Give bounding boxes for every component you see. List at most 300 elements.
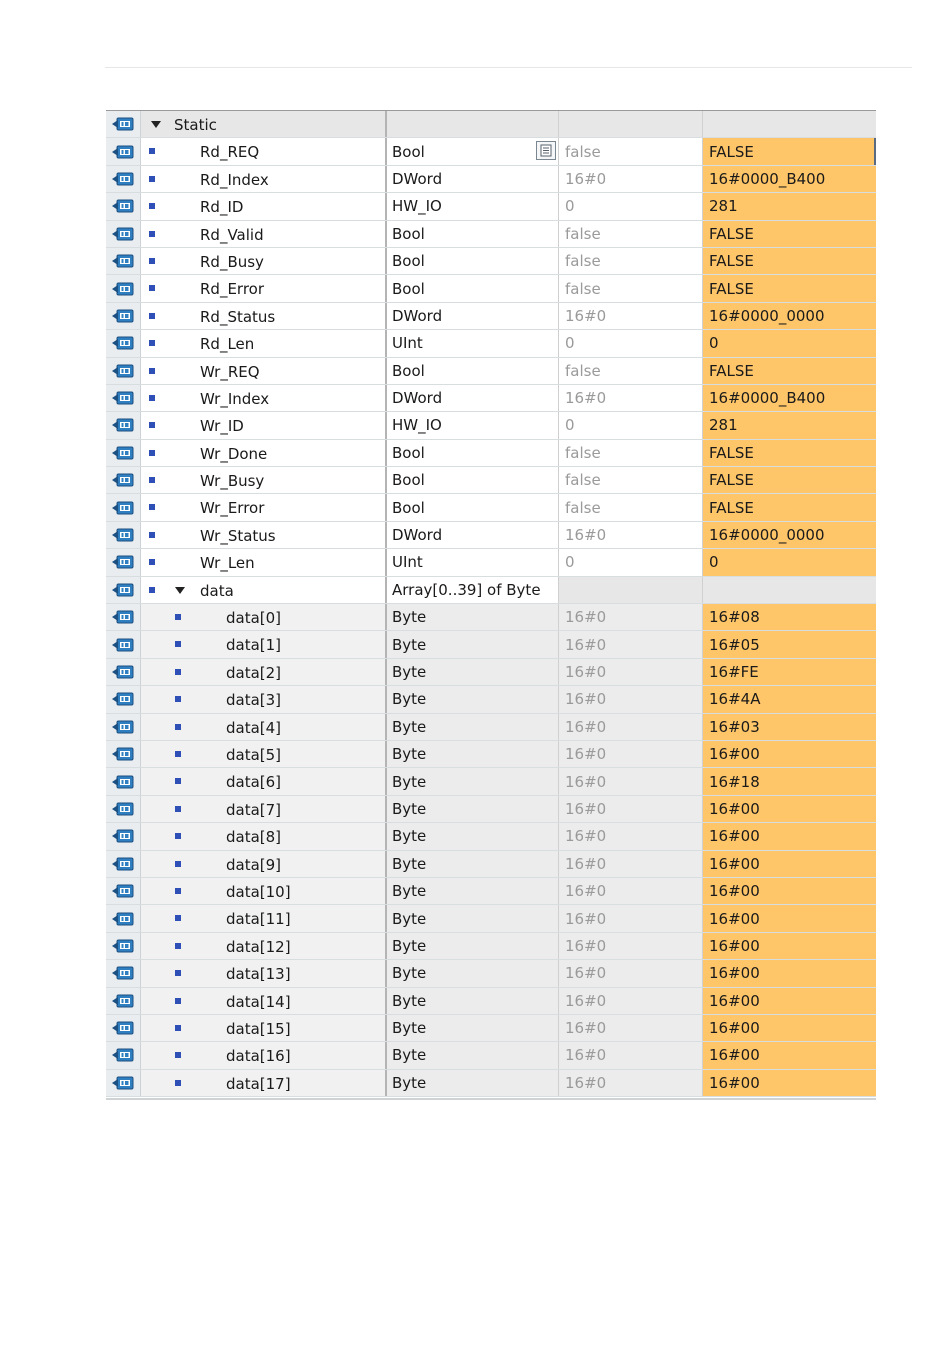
table-row[interactable] (106, 878, 876, 905)
row-icon-cell (106, 741, 141, 767)
table-row[interactable] (106, 166, 876, 193)
row-start: 0 (565, 553, 575, 572)
interface-tag-icon (112, 336, 134, 350)
member-bullet-icon (175, 778, 181, 784)
row-monitor: FALSE (709, 361, 754, 380)
row-name: Rd_REQ (200, 143, 260, 162)
row-icon-cell (106, 138, 141, 164)
name-cell[interactable] (141, 138, 387, 164)
name-cell[interactable] (141, 686, 387, 712)
interface-tag-icon (112, 501, 134, 515)
data-type-cell[interactable] (387, 549, 559, 575)
data-type-cell[interactable] (387, 768, 559, 794)
data-type-cell[interactable] (387, 905, 559, 931)
monitor-value-cell[interactable] (703, 768, 876, 794)
member-bullet-icon (149, 422, 155, 428)
row-start: false (565, 142, 601, 161)
data-type-cell[interactable] (387, 604, 559, 630)
data-type-cell[interactable] (387, 412, 559, 438)
name-cell[interactable] (141, 166, 387, 192)
name-cell[interactable] (141, 714, 387, 740)
name-cell[interactable] (141, 467, 387, 493)
row-icon-cell (106, 631, 141, 657)
interface-tag-icon (112, 391, 134, 405)
data-type-cell[interactable] (387, 1015, 559, 1041)
data-type-cell[interactable] (387, 138, 559, 164)
interface-tag-icon (112, 418, 134, 432)
table-row[interactable] (106, 851, 876, 878)
row-monitor: FALSE (709, 443, 754, 462)
monitor-value-cell[interactable] (703, 741, 876, 767)
monitor-value-cell[interactable] (703, 303, 876, 329)
member-bullet-icon (175, 806, 181, 812)
table-row[interactable] (106, 686, 876, 713)
table-row[interactable] (106, 275, 876, 302)
name-cell[interactable] (141, 275, 387, 301)
row-monitor: 16#00 (709, 1019, 760, 1038)
start-value-cell[interactable] (559, 714, 703, 740)
start-value-cell[interactable] (559, 467, 703, 493)
monitor-value-cell[interactable] (703, 988, 876, 1014)
name-cell[interactable] (141, 604, 387, 630)
monitor-value-cell[interactable] (703, 604, 876, 630)
row-name: data[9] (226, 855, 282, 874)
name-cell[interactable] (141, 878, 387, 904)
row-start: 16#0 (565, 1019, 607, 1038)
row-monitor: 16#00 (709, 1046, 760, 1065)
data-type-cell[interactable] (387, 659, 559, 685)
row-monitor: 16#05 (709, 635, 760, 654)
monitor-value-cell[interactable] (703, 111, 876, 137)
row-name: data[11] (226, 910, 291, 929)
table-row[interactable] (106, 768, 876, 795)
interface-tag-icon (112, 638, 134, 652)
member-bullet-icon (149, 450, 155, 456)
monitor-value-cell[interactable] (703, 1015, 876, 1041)
name-cell[interactable] (141, 659, 387, 685)
data-type-cell[interactable] (387, 330, 559, 356)
interface-tag-icon (112, 692, 134, 706)
row-start: 16#0 (565, 799, 607, 818)
row-monitor: 16#18 (709, 772, 760, 791)
row-name: Rd_Busy (200, 252, 264, 271)
member-bullet-icon (175, 970, 181, 976)
row-monitor: 16#00 (709, 909, 760, 928)
data-type-cell[interactable] (387, 494, 559, 520)
name-cell[interactable] (141, 1070, 387, 1096)
start-value-cell[interactable] (559, 138, 703, 164)
start-value-cell[interactable] (559, 494, 703, 520)
name-cell[interactable] (141, 549, 387, 575)
data-type-cell[interactable] (387, 1070, 559, 1096)
table-row[interactable] (106, 549, 876, 576)
name-cell[interactable] (141, 358, 387, 384)
name-cell[interactable] (141, 741, 387, 767)
selected-cell-edge (874, 138, 876, 164)
expand-triangle-icon[interactable] (151, 121, 161, 128)
data-type-cell[interactable] (387, 275, 559, 301)
table-row[interactable] (106, 138, 876, 165)
start-value-cell[interactable] (559, 686, 703, 712)
row-name: data[16] (226, 1047, 291, 1066)
row-start: 16#0 (565, 745, 607, 764)
start-value-cell[interactable] (559, 522, 703, 548)
table-row[interactable] (106, 933, 876, 960)
interface-tag-icon (112, 254, 134, 268)
table-row[interactable] (106, 988, 876, 1015)
monitor-value-cell[interactable] (703, 796, 876, 822)
table-row[interactable] (106, 522, 876, 549)
interface-tag-icon (112, 1076, 134, 1090)
table-row[interactable] (106, 1070, 876, 1097)
name-cell[interactable] (141, 768, 387, 794)
monitor-value-cell[interactable] (703, 275, 876, 301)
row-name: data[3] (226, 691, 282, 710)
name-cell[interactable] (141, 631, 387, 657)
start-value-cell[interactable] (559, 905, 703, 931)
row-name: data[6] (226, 773, 282, 792)
interface-tag-icon (112, 1048, 134, 1062)
row-icon-cell (106, 193, 141, 219)
row-monitor: 16#0000_0000 (709, 306, 825, 325)
start-value-cell[interactable] (559, 878, 703, 904)
interface-tag-icon (112, 555, 134, 569)
name-cell[interactable] (141, 1042, 387, 1068)
name-cell[interactable] (141, 988, 387, 1014)
row-icon-cell (106, 577, 141, 603)
row-monitor: 16#00 (709, 799, 760, 818)
row-name: Rd_Index (200, 170, 269, 189)
row-start: false (565, 361, 601, 380)
member-bullet-icon (175, 751, 181, 757)
row-monitor: FALSE (709, 252, 754, 271)
row-monitor: 16#0000_B400 (709, 389, 826, 408)
table-row[interactable] (106, 1015, 876, 1042)
start-value-cell[interactable] (559, 412, 703, 438)
row-type: DWord (392, 169, 443, 188)
start-value-cell[interactable] (559, 440, 703, 466)
row-monitor: FALSE (709, 224, 754, 243)
data-type-cell[interactable] (387, 878, 559, 904)
row-start: 16#0 (565, 389, 607, 408)
row-start: 0 (565, 334, 575, 353)
data-type-cell[interactable] (387, 385, 559, 411)
row-icon-cell (106, 248, 141, 274)
row-start: 16#0 (565, 909, 607, 928)
table-row[interactable] (106, 221, 876, 248)
interface-tag-icon (112, 145, 134, 159)
table-row[interactable] (106, 248, 876, 275)
monitor-value-cell[interactable] (703, 330, 876, 356)
table-row[interactable] (106, 960, 876, 987)
row-name: data[4] (226, 718, 282, 737)
member-bullet-icon (175, 915, 181, 921)
monitor-value-cell[interactable] (703, 631, 876, 657)
start-value-cell[interactable] (559, 248, 703, 274)
row-start: 16#0 (565, 526, 607, 545)
row-start: 16#0 (565, 882, 607, 901)
member-bullet-icon (149, 395, 155, 401)
name-cell[interactable] (141, 385, 387, 411)
row-monitor: 16#00 (709, 745, 760, 764)
interface-table (106, 110, 876, 1097)
name-cell[interactable] (141, 193, 387, 219)
start-value-cell[interactable] (559, 933, 703, 959)
monitor-value-cell[interactable] (703, 960, 876, 986)
data-type-cell[interactable] (387, 577, 559, 603)
data-type-cell[interactable] (387, 522, 559, 548)
table-row[interactable] (106, 193, 876, 220)
member-bullet-icon (149, 313, 155, 319)
monitor-value-cell[interactable] (703, 577, 876, 603)
name-cell[interactable] (141, 248, 387, 274)
data-type-cell[interactable] (387, 851, 559, 877)
row-name: data (200, 581, 234, 600)
start-value-cell[interactable] (559, 631, 703, 657)
data-type-cell[interactable] (387, 358, 559, 384)
data-type-cell[interactable] (387, 960, 559, 986)
monitor-value-cell[interactable] (703, 221, 876, 247)
row-type: Byte (392, 991, 427, 1010)
monitor-value-cell[interactable] (703, 494, 876, 520)
start-value-cell[interactable] (559, 796, 703, 822)
start-value-cell[interactable] (559, 1015, 703, 1041)
data-type-cell[interactable] (387, 988, 559, 1014)
start-value-cell[interactable] (559, 851, 703, 877)
row-name: Wr_Status (200, 526, 276, 545)
row-icon-cell (106, 522, 141, 548)
name-cell[interactable] (141, 330, 387, 356)
row-icon-cell (106, 823, 141, 849)
start-value-cell[interactable] (559, 659, 703, 685)
monitor-value-cell[interactable] (703, 686, 876, 712)
start-value-cell[interactable] (559, 1070, 703, 1096)
data-type-cell[interactable] (387, 303, 559, 329)
start-value-cell[interactable] (559, 768, 703, 794)
name-cell[interactable] (141, 823, 387, 849)
monitor-value-cell[interactable] (703, 905, 876, 931)
row-icon-cell (106, 330, 141, 356)
row-monitor: 281 (709, 197, 738, 216)
start-value-cell[interactable] (559, 193, 703, 219)
name-cell[interactable] (141, 933, 387, 959)
monitor-value-cell[interactable] (703, 193, 876, 219)
start-value-cell[interactable] (559, 1042, 703, 1068)
name-cell[interactable] (141, 303, 387, 329)
start-value-cell[interactable] (559, 166, 703, 192)
monitor-value-cell[interactable] (703, 138, 876, 164)
monitor-value-cell[interactable] (703, 440, 876, 466)
row-start: false (565, 471, 601, 490)
name-cell[interactable] (141, 522, 387, 548)
monitor-value-cell[interactable] (703, 549, 876, 575)
name-cell[interactable] (141, 440, 387, 466)
monitor-value-cell[interactable] (703, 659, 876, 685)
row-icon-cell (106, 385, 141, 411)
table-row[interactable] (106, 358, 876, 385)
name-cell[interactable] (141, 221, 387, 247)
monitor-value-cell[interactable] (703, 385, 876, 411)
table-row[interactable] (106, 385, 876, 412)
name-cell[interactable] (141, 412, 387, 438)
member-bullet-icon (175, 888, 181, 894)
start-value-cell[interactable] (559, 741, 703, 767)
monitor-value-cell[interactable] (703, 1070, 876, 1096)
member-bullet-icon (175, 641, 181, 647)
row-type: Byte (392, 663, 427, 681)
row-icon-cell (106, 851, 141, 877)
row-type: Byte (392, 854, 427, 873)
data-type-cell[interactable] (387, 686, 559, 712)
row-icon-cell (106, 166, 141, 192)
member-bullet-icon (175, 724, 181, 730)
row-name: Wr_Busy (200, 472, 265, 491)
name-cell[interactable] (141, 796, 387, 822)
start-value-cell[interactable] (559, 577, 703, 603)
name-cell[interactable] (141, 960, 387, 986)
row-monitor: 0 (709, 553, 719, 572)
table-row[interactable] (106, 905, 876, 932)
table-row[interactable] (106, 631, 876, 658)
row-start: false (565, 252, 601, 271)
row-monitor: FALSE (709, 142, 754, 161)
table-row[interactable] (106, 111, 876, 138)
start-value-cell[interactable] (559, 221, 703, 247)
row-start: false (565, 498, 601, 517)
name-cell[interactable] (141, 1015, 387, 1041)
table-row[interactable] (106, 659, 876, 686)
name-cell[interactable] (141, 111, 387, 137)
table-row[interactable] (106, 467, 876, 494)
row-type: Bool (392, 252, 425, 271)
row-type: Byte (392, 1046, 427, 1065)
data-type-cell[interactable] (387, 221, 559, 247)
monitor-value-cell[interactable] (703, 933, 876, 959)
table-row[interactable] (106, 330, 876, 357)
table-row[interactable] (106, 1042, 876, 1069)
monitor-value-cell[interactable] (703, 823, 876, 849)
row-monitor: 16#03 (709, 717, 760, 736)
row-type: DWord (392, 389, 443, 408)
row-name: Wr_Error (200, 499, 265, 518)
start-value-cell[interactable] (559, 275, 703, 301)
data-type-cell[interactable] (387, 631, 559, 657)
row-type: UInt (392, 553, 423, 572)
row-start: 16#0 (565, 827, 607, 846)
member-bullet-icon (149, 258, 155, 264)
table-row[interactable] (106, 577, 876, 604)
data-type-cell[interactable] (387, 193, 559, 219)
row-monitor: 16#00 (709, 991, 760, 1010)
table-row[interactable] (106, 714, 876, 741)
row-start: false (565, 279, 601, 298)
start-value-cell[interactable] (559, 385, 703, 411)
name-cell[interactable] (141, 851, 387, 877)
row-name: data[0] (226, 609, 282, 628)
start-value-cell[interactable] (559, 111, 703, 137)
monitor-value-cell[interactable] (703, 878, 876, 904)
data-type-cell[interactable] (387, 933, 559, 959)
monitor-value-cell[interactable] (703, 358, 876, 384)
row-name: data[5] (226, 745, 282, 764)
data-type-cell[interactable] (387, 248, 559, 274)
row-start: 0 (565, 416, 575, 435)
row-type: Bool (392, 471, 425, 490)
start-value-cell[interactable] (559, 823, 703, 849)
row-monitor: 281 (709, 416, 738, 435)
data-type-cell[interactable] (387, 440, 559, 466)
start-value-cell[interactable] (559, 358, 703, 384)
start-value-cell[interactable] (559, 988, 703, 1014)
data-type-cell[interactable] (387, 111, 559, 137)
name-cell[interactable] (141, 494, 387, 520)
table-row[interactable] (106, 494, 876, 521)
row-type: Byte (392, 827, 427, 846)
table-row[interactable] (106, 412, 876, 439)
row-type: Array[0..39] of Byte (392, 580, 541, 599)
table-row[interactable] (106, 604, 876, 631)
row-monitor: 16#FE (709, 663, 759, 681)
row-name: data[12] (226, 937, 291, 956)
interface-tag-icon (112, 282, 134, 296)
interface-tag-icon (112, 583, 134, 597)
table-row[interactable] (106, 440, 876, 467)
member-bullet-icon (175, 861, 181, 867)
member-bullet-icon (149, 148, 155, 154)
start-value-cell[interactable] (559, 604, 703, 630)
expand-triangle-icon[interactable] (175, 587, 185, 594)
list-picker-icon[interactable] (536, 141, 556, 160)
row-monitor: 16#00 (709, 854, 760, 873)
monitor-value-cell[interactable] (703, 166, 876, 192)
monitor-value-cell[interactable] (703, 714, 876, 740)
table-row[interactable] (106, 741, 876, 768)
data-type-cell[interactable] (387, 467, 559, 493)
row-name: data[2] (226, 663, 282, 682)
table-row[interactable] (106, 796, 876, 823)
row-monitor: 16#08 (709, 608, 760, 627)
monitor-value-cell[interactable] (703, 851, 876, 877)
data-type-cell[interactable] (387, 714, 559, 740)
monitor-value-cell[interactable] (703, 467, 876, 493)
interface-tag-icon (112, 775, 134, 789)
row-start: 0 (565, 197, 575, 216)
data-type-cell[interactable] (387, 741, 559, 767)
name-cell[interactable] (141, 577, 387, 603)
row-type: Bool (392, 224, 425, 243)
start-value-cell[interactable] (559, 549, 703, 575)
start-value-cell[interactable] (559, 330, 703, 356)
row-start: 16#0 (565, 169, 607, 188)
data-type-cell[interactable] (387, 166, 559, 192)
start-value-cell[interactable] (559, 960, 703, 986)
monitor-value-cell[interactable] (703, 522, 876, 548)
data-type-cell[interactable] (387, 796, 559, 822)
data-type-cell[interactable] (387, 823, 559, 849)
row-type: Bool (392, 361, 425, 380)
table-row[interactable] (106, 303, 876, 330)
monitor-value-cell[interactable] (703, 1042, 876, 1068)
start-value-cell[interactable] (559, 303, 703, 329)
name-cell[interactable] (141, 905, 387, 931)
row-name: data[14] (226, 992, 291, 1011)
monitor-value-cell[interactable] (703, 412, 876, 438)
interface-tag-icon (112, 199, 134, 213)
monitor-value-cell[interactable] (703, 248, 876, 274)
data-type-cell[interactable] (387, 1042, 559, 1068)
row-name: data[10] (226, 882, 291, 901)
table-row[interactable] (106, 823, 876, 850)
